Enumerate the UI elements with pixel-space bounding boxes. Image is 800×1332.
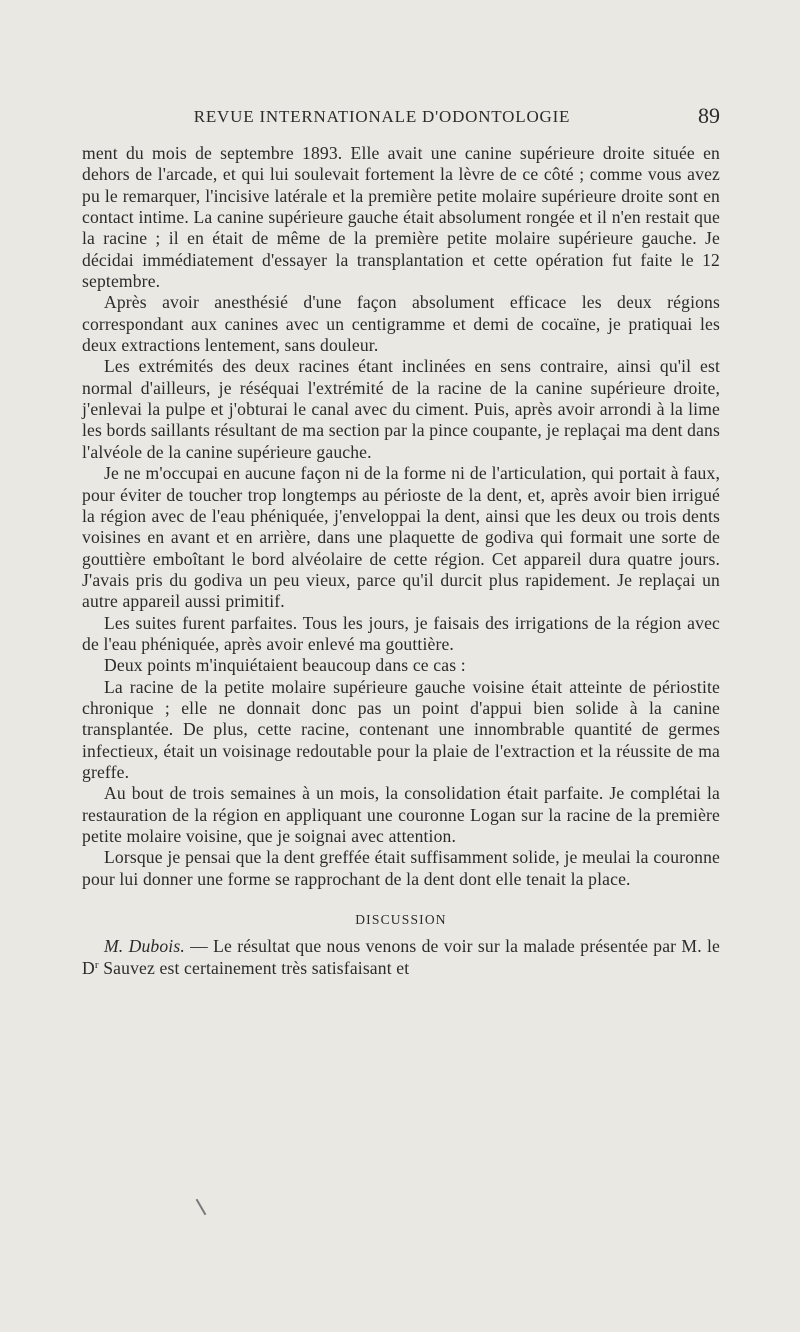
- paragraph-1: ment du mois de septembre 1893. Elle avait une canine supérieure droite située en dehors de l'arcade, et qui lui soulevait fortement la lèvre de ce côté ; comme vous avez pu le remarquer, l'incisive latérale et la première petite molaire supérieure droite sont en contact intime. La canine supérieure gauche était absolument rongée et il n'en restait que la racine ; il en était de même de la première petite molaire supérieure gauche. Je décidai immédiatement d'essayer la transplantation et cette opération fut faite le 12 septembre.: [82, 143, 720, 292]
- discussion-text-end: Sauvez est certainement très satisfaisant et: [98, 957, 410, 978]
- paragraph-6: Deux points m'inquiétaient beaucoup dans ce cas :: [104, 655, 466, 676]
- paragraph-9: Lorsque je pensai que la dent greffée était suffisamment solide, je meulai la couronne pour lui donner une forme se rapprochant de la dent dont elle tenait la place.: [82, 847, 720, 889]
- stray-ink-mark: [196, 1199, 207, 1216]
- page-number: 89: [698, 103, 720, 128]
- journal-title: REVUE INTERNATIONALE D'ODONTOLOGIE: [193, 107, 571, 126]
- paragraph-7: La racine de la petite molaire supérieure gauche voisine était atteinte de périostite chronique ; elle ne donnait donc pas un point d'appui bien solide à la canine transplantée. De plus, cette racine, contenant une innombrable quantité de germes infectieux, était un voisinage redoutable pour la plaie de l'extraction et la réussite de ma greffe.: [82, 676, 720, 782]
- doctor-abbrev-superscript: r: [94, 958, 99, 971]
- running-header: [82, 103, 720, 131]
- paragraph-2: Après avoir anesthésié d'une façon absolument efficace les deux régions correspondant aux canines avec un centigramme et demi de cocaïne, je pratiquai les deux extractions lentement, sans douleur.: [82, 292, 720, 356]
- discussion-paragraph: [82, 936, 720, 979]
- article-body: [82, 143, 720, 979]
- paragraph-8: Au bout de trois semaines à un mois, la consolidation était parfaite. Je complétai la restauration de la région en appliquant une couronne Logan sur la racine de la première petite molaire voisine, que je soignai avec attention.: [82, 783, 720, 846]
- paragraph-4: Je ne m'occupai en aucune façon ni de la forme ni de l'articulation, qui portait à faux, pour éviter de toucher trop longtemps au périoste de la dent, et, après avoir bien irrigué la région avec de l'eau phéniquée, j'enveloppai la dent, ainsi que les deux ou trois dents voisines en avant et en arrière, dans une plaquette de godiva qui formait une sorte de gouttière emboîtant le bord alvéolaire de cette région. Cet appareil dura quatre jours. J'avais pris du godiva un peu vieux, parce qu'il durcit plus rapidement. Je replaçai un autre appareil aussi primitif.: [82, 463, 720, 612]
- discussion-text-start: — Le résultat que nous venons de voir sur la malade présentée par M. le D: [82, 936, 720, 978]
- paragraph-5: Les suites furent parfaites. Tous les jours, je faisais des irrigations de la région avec de l'eau phéniquée, après avoir enlevé ma gouttière.: [82, 612, 720, 654]
- speaker-name: M. Dubois.: [104, 936, 185, 957]
- discussion-heading: DISCUSSION: [355, 912, 447, 928]
- paragraph-3: Les extrémités des deux racines étant inclinées en sens contraire, ainsi qu'il est normal d'ailleurs, je réséquai l'extrémité de la racine de la canine supérieure droite, j'enlevai la pulpe et j'obturai le canal avec du ciment. Puis, après avoir arrondi à la lime les bords saillants résultant de ma section par la pince coupante, je replaçai ma dent dans l'alvéole de la canine supérieure gauche.: [82, 356, 721, 462]
